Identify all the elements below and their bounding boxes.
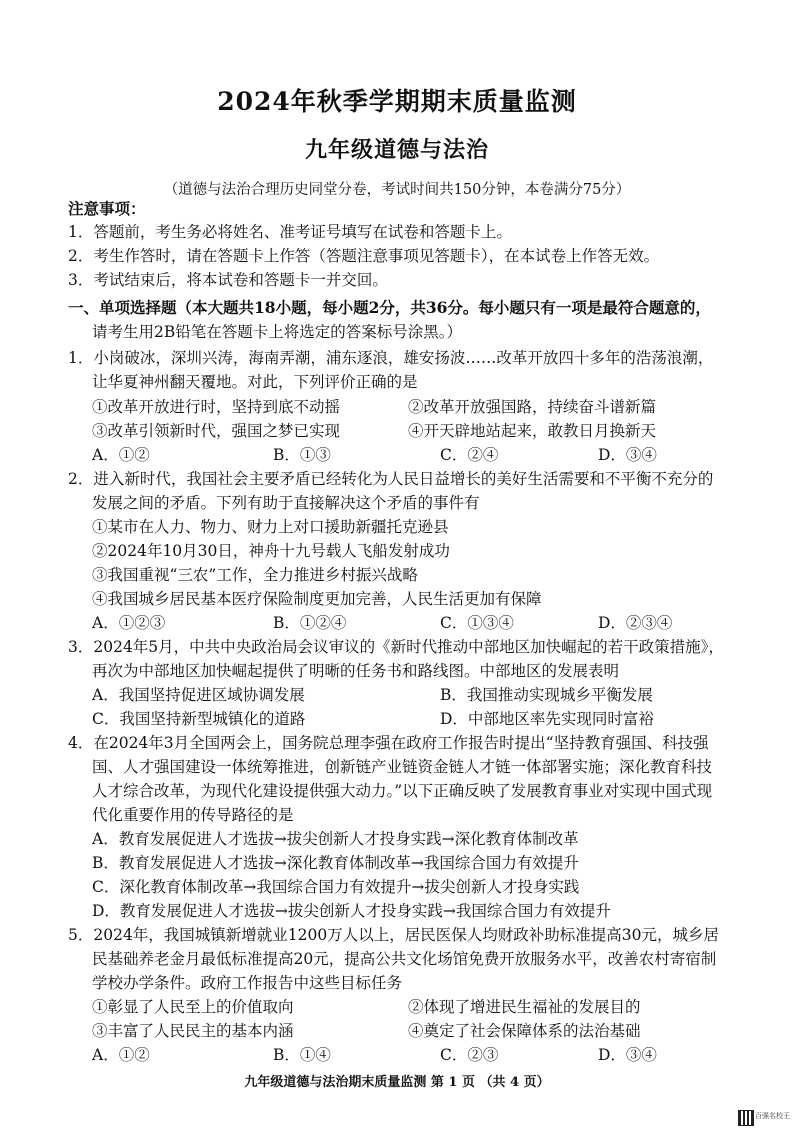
notice-item: 3．考试结束后，将本试卷和答题卡一并交回。 bbox=[68, 271, 388, 289]
question-2-option-c: C．①③④ bbox=[440, 614, 514, 632]
question-3-option-d: D．中部地区率先实现同时富裕 bbox=[440, 710, 654, 728]
question-5-option-c: C．②③ bbox=[440, 1046, 499, 1064]
section-heading: 一、单项选择题（本大题共18小题，每小题2分，共36分。每小题只有一项是最符合题意的， bbox=[68, 298, 711, 317]
question-5-option-b: B．①④ bbox=[273, 1046, 331, 1064]
question-4-option-d: D．教育发展促进人才选拔→拔尖创新人才投身实践→我国综合国力有效提升 bbox=[92, 902, 611, 920]
notice-item: 2．考生作答时，请在答题卡上作答（答题注意事项见答题卡），在本试卷上作答无效。 bbox=[68, 247, 660, 265]
question-1-statement: ④开天辟地站起来，敢教日月换新天 bbox=[408, 422, 657, 440]
question-4-stem: 4．在2024年3月全国两会上，国务院总理李强在政府工作报告时提出“坚持教育强国、科技强 bbox=[68, 734, 709, 752]
watermark-logo: 百强名校王 bbox=[755, 1112, 790, 1120]
question-1-stem: 1．小岗破冰，深圳兴涛，海南弄潮，浦东逐浪，雄安扬波……改革开放四十多年的浩荡浪潮， bbox=[68, 349, 714, 367]
section-instruction: 请考生用2B铅笔在答题卡上将选定的答案标号涂黑。） bbox=[92, 323, 463, 341]
question-5-stem: 学校办学条件。政府工作报告中这些目标任务 bbox=[92, 974, 403, 992]
qr-code-icon bbox=[738, 1110, 754, 1126]
question-2-statement: ①某市在人力、物力、财力上对口援助新疆托克逊县 bbox=[92, 518, 449, 536]
question-1-statement: ②改革开放强国路，持续奋斗谱新篇 bbox=[408, 398, 657, 416]
question-5-option-d: D．③④ bbox=[598, 1046, 657, 1064]
question-4-option-a: A．教育发展促进人才选拔→拔尖创新人才投身实践→深化教育体制改革 bbox=[92, 830, 579, 848]
question-1-statement: ①改革开放进行时，坚持到底不动摇 bbox=[92, 398, 341, 416]
question-3-option-a: A．我国坚持促进区域协调发展 bbox=[92, 686, 305, 704]
question-2-option-b: B．①②④ bbox=[273, 614, 347, 632]
question-2-statement: ③我国重视“三农”工作，全力推进乡村振兴战略 bbox=[92, 566, 418, 584]
question-3-option-c: C．我国坚持新型城镇化的道路 bbox=[92, 710, 306, 728]
question-1-option-d: D．③④ bbox=[598, 446, 657, 464]
question-4-stem: 代化重要作用的传导路径的是 bbox=[92, 806, 294, 824]
question-2-stem: 发展之间的矛盾。下列有助于直接解决这个矛盾的事件有 bbox=[92, 494, 480, 512]
notice-heading: 注意事项： bbox=[68, 199, 146, 218]
question-4-stem: 人才综合改革，为现代化建设提供强大动力。”以下正确反映了发展教育事业对实现中国式现 bbox=[92, 782, 713, 800]
question-2-option-a: A．①②③ bbox=[92, 614, 166, 632]
exam-subtitle: 九年级道德与法治 bbox=[304, 137, 489, 163]
question-1-option-a: A．①② bbox=[92, 446, 150, 464]
question-1-statement: ③改革引领新时代，强国之梦已实现 bbox=[92, 422, 341, 440]
question-2-statement: ②2024年10月30日，神舟十九号载人飞船发射成功 bbox=[92, 542, 450, 560]
question-2-stem: 2．进入新时代，我国社会主要矛盾已经转化为人民日益增长的美好生活需要和不平衡不充分的 bbox=[68, 470, 714, 488]
question-5-statement: ①彰显了人民至上的价值取向 bbox=[92, 998, 294, 1016]
question-5-statement: ②体现了增进民生福祉的发展目的 bbox=[408, 998, 641, 1016]
question-5-stem: 民基础养老金月最低标准提高20元，提高公共文化场馆免费开放服务水平，改善农村寄宿制 bbox=[92, 950, 717, 968]
question-4-option-c: C．深化教育体制改革→我国综合国力有效提升→拔尖创新人才投身实践 bbox=[92, 878, 580, 896]
question-3-stem: 再次为中部地区加快崛起提供了明晰的任务书和路线图。中部地区的发展表明 bbox=[92, 662, 620, 680]
question-2-option-d: D．②③④ bbox=[598, 614, 673, 632]
question-1-option-b: B．①③ bbox=[273, 446, 331, 464]
exam-info: （道德与法治合理历史同堂分卷，考试时间共150分钟，本卷满分75分） bbox=[163, 182, 631, 198]
page-footer: 九年级道德与法治期末质量监测 第 1 页 （共 4 页） bbox=[244, 1075, 550, 1090]
notice-item: 1．答题前，考生务必将姓名、准考证号填写在试卷和答题卡上。 bbox=[68, 223, 512, 241]
question-4-option-b: B．教育发展促进人才选拔→深化教育体制改革→我国综合国力有效提升 bbox=[92, 854, 579, 872]
question-5-option-a: A．①② bbox=[92, 1046, 150, 1064]
question-3-option-b: B．我国推动实现城乡平衡发展 bbox=[440, 686, 653, 704]
question-1-option-c: C．②④ bbox=[440, 446, 499, 464]
question-5-statement: ④奠定了社会保障体系的法治基础 bbox=[408, 1022, 641, 1040]
question-1-stem: 让华夏神州翻天覆地。对此，下列评价正确的是 bbox=[92, 373, 418, 391]
question-5-statement: ③丰富了人民民主的基本内涵 bbox=[92, 1022, 294, 1040]
question-5-stem: 5．2024年，我国城镇新增就业1200万人以上，居民医保人均财政补助标准提高30元，城乡居 bbox=[68, 926, 719, 944]
question-3-stem: 3．2024年5月，中共中央政治局会议审议的《新时代推动中部地区加快崛起的若干政策措施》， bbox=[68, 638, 724, 656]
question-2-statement: ④我国城乡居民基本医疗保险制度更加完善，人民生活更加有保障 bbox=[92, 590, 542, 608]
question-4-stem: 国、人才强国建设一体统筹推进，创新链产业链资金链人才链一体部署实施；深化教育科技 bbox=[92, 758, 713, 776]
exam-title: 2024年秋季学期期末质量监测 bbox=[217, 87, 577, 116]
